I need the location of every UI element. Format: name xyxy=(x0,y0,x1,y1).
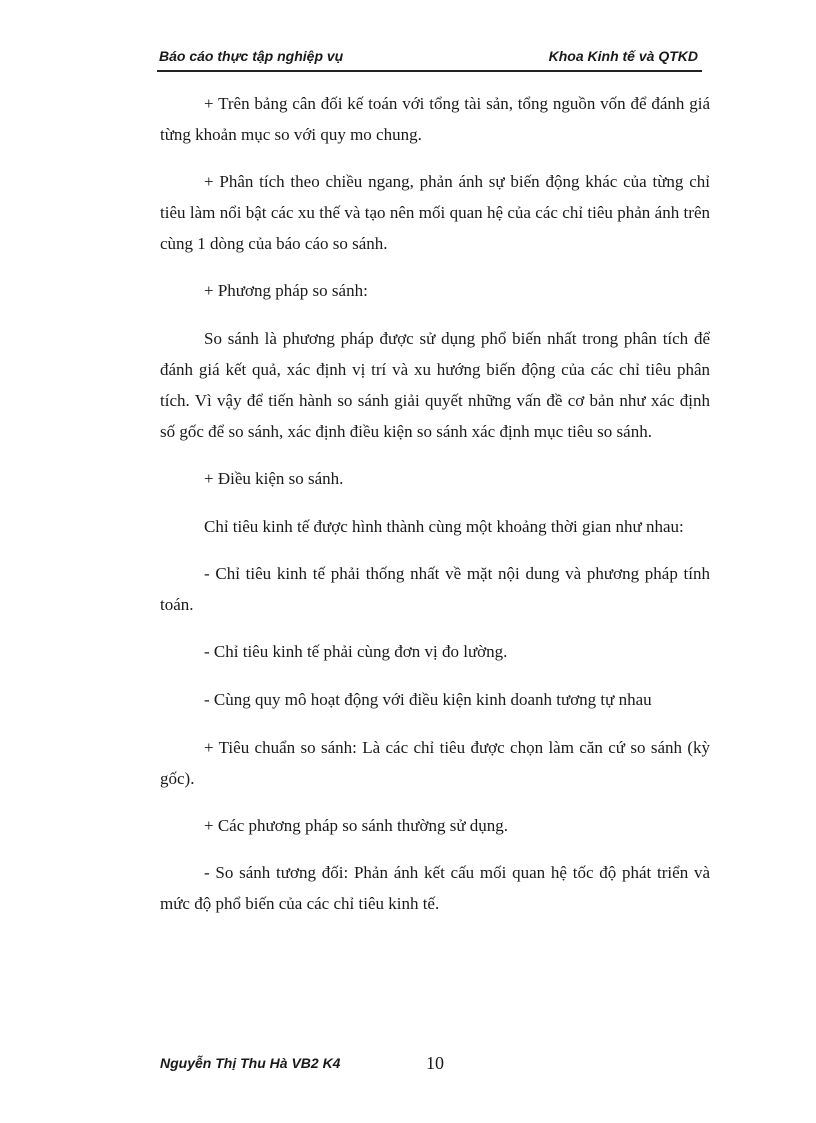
paragraph-4: So sánh là phương pháp được sử dụng phổ biến nhất trong phân tích để đánh giá kết quả, xác định vị trí và xu hướng biến động của các chỉ tiêu phân tích. Vì vậy để tiến hành so sánh giải quyết những vấn đề cơ bản như xác định số gốc để so sánh, xác định điều kiện so sánh xác định mục tiêu so sánh. xyxy=(160,329,710,441)
paragraph-5: + Điều kiện so sánh. xyxy=(204,469,344,488)
page-body xyxy=(160,88,710,919)
paragraph-12: - So sánh tương đối: Phản ánh kết cấu mối quan hệ tốc độ phát triển và mức độ phổ biến của các chỉ tiêu kinh tế. xyxy=(160,863,710,913)
page-header xyxy=(157,48,702,72)
header-faculty: Khoa Kinh tế và QTKD xyxy=(548,48,698,64)
paragraph-2: + Phân tích theo chiều ngang, phản ánh sự biến động khác của từng chỉ tiêu làm nổi bật các xu thế và tạo nên mối quan hệ của các chỉ tiêu phản ánh trên cùng 1 dòng của báo cáo so sánh. xyxy=(160,172,710,253)
paragraph-8: - Chỉ tiêu kinh tế phải cùng đơn vị đo lường. xyxy=(204,642,508,661)
paragraph-6: Chỉ tiêu kinh tế được hình thành cùng một khoảng thời gian như nhau: xyxy=(204,517,684,536)
header-report-title: Báo cáo thực tập nghiệp vụ xyxy=(159,48,344,64)
paragraph-3: + Phương pháp so sánh: xyxy=(204,281,368,300)
paragraph-11: + Các phương pháp so sánh thường sử dụng. xyxy=(204,816,509,835)
page-number: 10 xyxy=(426,1053,444,1073)
paragraph-10: + Tiêu chuẩn so sánh: Là các chỉ tiêu được chọn làm căn cứ so sánh (kỳ gốc). xyxy=(160,738,710,788)
paragraph-9: - Cùng quy mô hoạt động với điều kiện kinh doanh tương tự nhau xyxy=(204,690,652,709)
paragraph-1: + Trên bảng cân đối kế toán với tổng tài sản, tổng nguồn vốn để đánh giá từng khoản mục so với quy mo chung. xyxy=(160,94,710,144)
paragraph-7: - Chỉ tiêu kinh tế phải thống nhất về mặt nội dung và phương pháp tính toán. xyxy=(160,564,710,614)
footer-author: Nguyễn Thị Thu Hà VB2 K4 xyxy=(160,1055,341,1071)
